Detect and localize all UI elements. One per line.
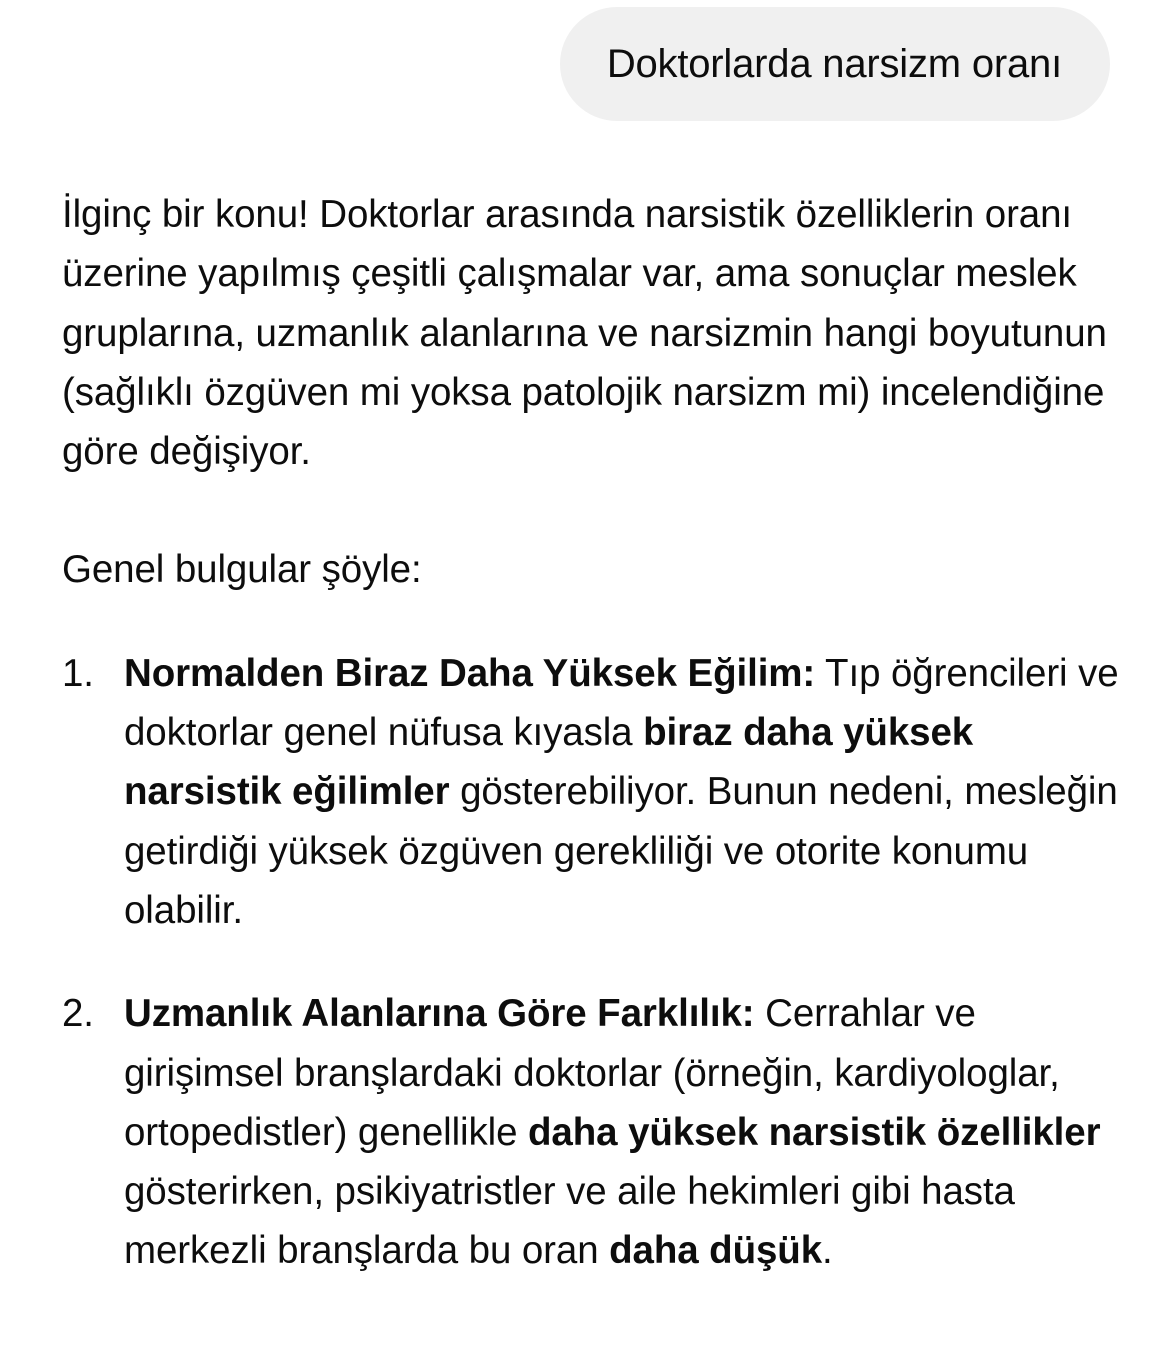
finding-text: Cerrahlar ve girişimsel branşlardaki doktorlar (örneğin, kardiyologlar, ortopedistler) genellikle [124, 992, 1060, 1154]
finding-item [62, 984, 1122, 1280]
assistant-message [62, 185, 1122, 1325]
user-message-text: Doktorlarda narsizm oranı [606, 41, 1062, 86]
finding-text: Tıp öğrencileri ve doktorlar genel nüfusa kıyasla [124, 651, 1119, 755]
finding-title: Normalden Biraz Daha Yüksek Eğilim: [124, 651, 816, 695]
findings-lead-text: Genel bulgular şöyle: [62, 548, 422, 592]
finding-text: gösterebiliyor. Bunun nedeni, mesleğin getirdiği yüksek özgüven gerekliliği ve otorite konumu olabilir. [124, 770, 1118, 932]
finding-number: 2. [62, 992, 94, 1036]
finding-number: 1. [62, 651, 94, 695]
finding-item [62, 644, 1122, 940]
finding-emphasis: biraz daha yüksek narsistik eğilimler [124, 711, 974, 814]
finding-emphasis: daha düşük [609, 1229, 823, 1273]
user-message-bubble [560, 7, 1110, 121]
finding-emphasis: daha yüksek narsistik özellikler [528, 1110, 1101, 1154]
assistant-intro-paragraph: İlginç bir konu! Doktorlar arasında narsistik özelliklerin oranı üzerine yapılmış çeşitli çalışmalar var, ama sonuçlar meslek gruplarına, uzmanlık alanlarına ve narsizmin hangi boyutunun (sağlıklı özgüven mi yoksa patolojik narsizm mi) incelendiğine göre değişiyor. [62, 193, 1107, 474]
finding-text: . [822, 1229, 833, 1273]
findings-list [62, 644, 1122, 1281]
finding-title: Uzmanlık Alanlarına Göre Farklılık: [124, 992, 755, 1036]
finding-text: gösterirken, psikiyatristler ve aile hekimleri gibi hasta merkezli branşlarda bu oran [124, 1170, 1015, 1273]
